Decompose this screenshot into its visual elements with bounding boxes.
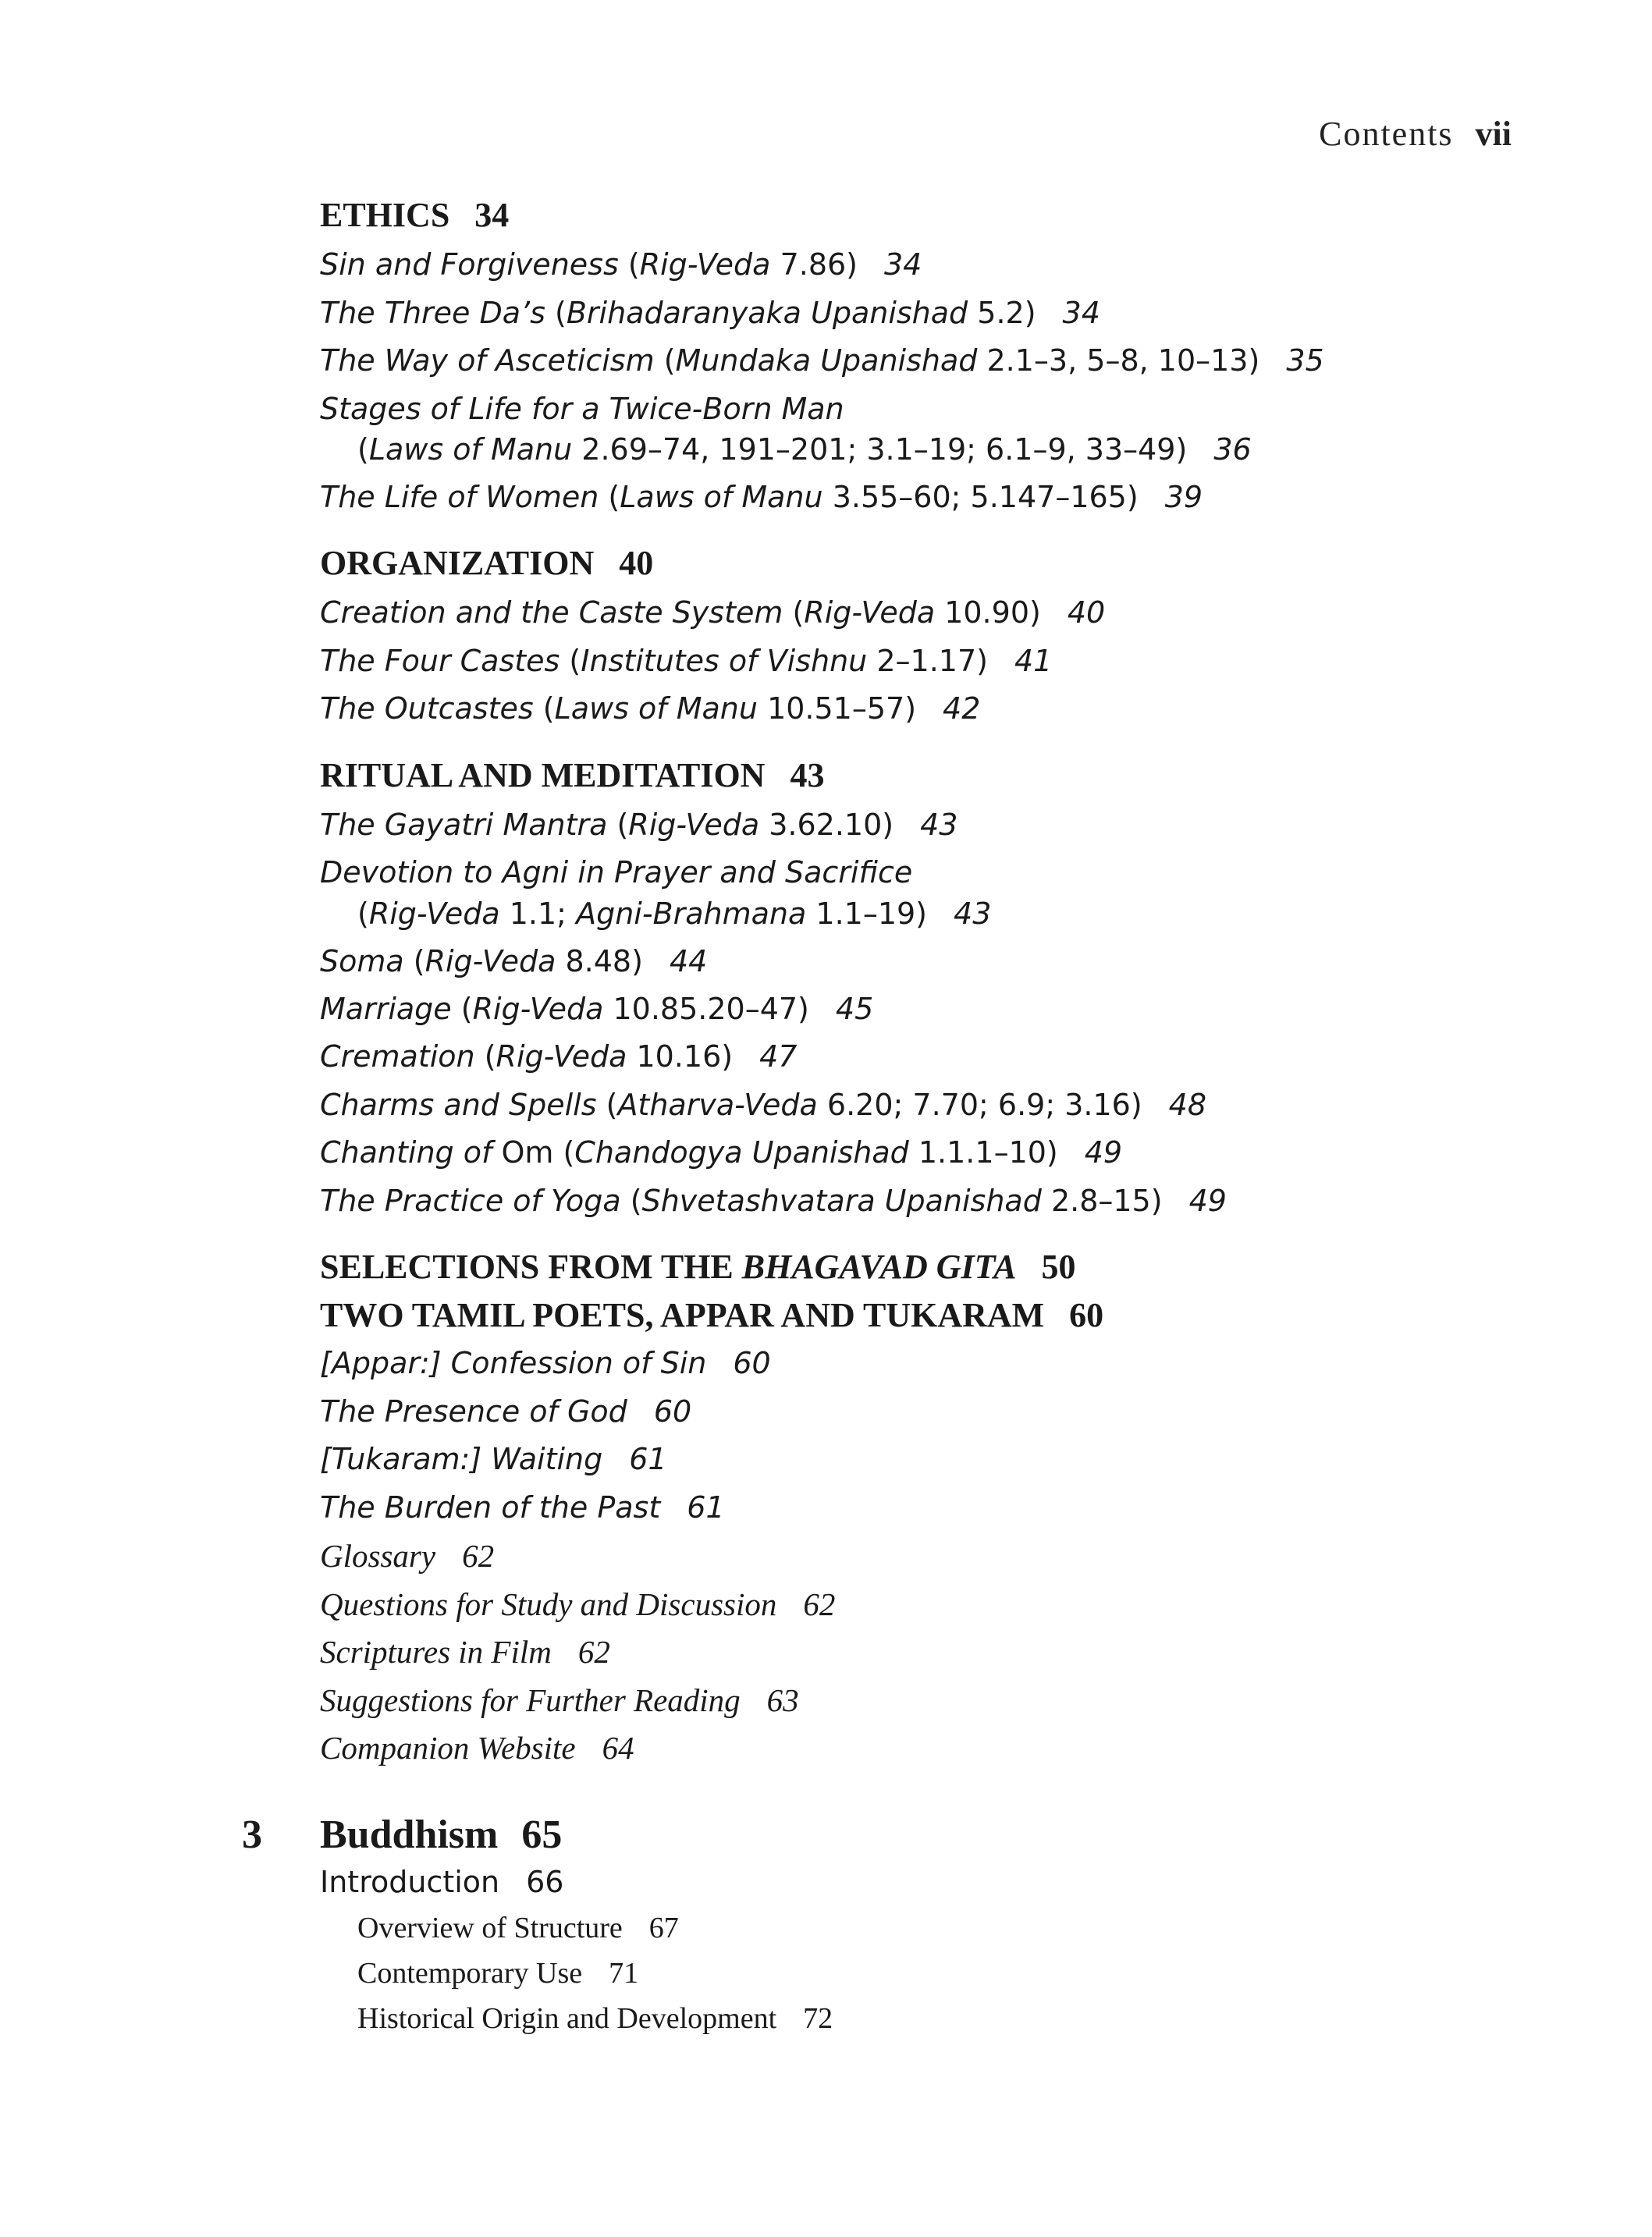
page-number: 49 [1084,1135,1123,1170]
entry-title: [Tukaram:] Waiting [320,1442,603,1476]
entry-title: Creation and the Caste System [320,595,783,630]
entry-title: The Burden of the Past [320,1490,661,1525]
page-number: 50 [1041,1248,1076,1286]
entry-ref: 1.1.1–10) [918,1135,1058,1170]
page-number: 67 [648,1912,679,1944]
page-number: 61 [629,1442,667,1476]
entry-title: Glossary [320,1538,436,1574]
page-number: 48 [1168,1088,1207,1122]
entry-ref: 10.85.20–47) [613,992,809,1026]
entry-ref: 5.2) [977,296,1036,330]
page-number: 41 [1014,644,1053,678]
toc-entry-glossary [320,1540,494,1572]
toc-entry: Chanting of Om (Chandogya Upanishad 1.1.1–10) 49 [320,1135,1123,1170]
section-heading-organization [320,546,653,581]
running-head-page-number: vii [1475,115,1512,153]
toc-entry [320,394,844,424]
page-number: 40 [1067,595,1106,630]
entry-title: The Three Da’s [320,296,545,330]
entry-ref: 2.69–74, 191–201; 3.1–19; 6.1–9, 33–49) [581,432,1188,467]
entry-title: Historical Origin and Development [357,2002,777,2035]
toc-subentry [357,2004,833,2033]
page-number: 60 [653,1394,692,1429]
toc-entry-introduction [320,1867,563,1897]
entry-source: Agni-Brahmana [576,897,807,931]
entry-source: Institutes of Vishnu [581,644,868,678]
toc-entry-continuation: (Rig-Veda 1.1; Agni-Brahmana 1.1–19) 43 [357,897,992,931]
entry-title: Companion Website [320,1730,576,1766]
heading-text: ORGANIZATION [320,544,595,582]
entry-title: Devotion to Agni in Prayer and Sacrifice [320,855,913,889]
toc-entry [320,1444,667,1474]
toc-entry: The Practice of Yoga (Shvetashvatara Upanishad 2.8–15) 49 [320,1184,1227,1218]
page-number: 72 [803,2002,833,2035]
page-number: 71 [609,1957,639,1990]
running-head [1319,114,1512,154]
toc-entry: Sin and Forgiveness (Rig-Veda 7.86) 34 [320,247,922,282]
page-number: 62 [803,1586,836,1622]
entry-ref: 1.1; [509,897,567,931]
entry-source: Laws of Manu [620,480,823,514]
toc-entry [320,1348,771,1378]
entry-source: Shvetashvatara Upanishad [641,1184,1042,1218]
page-number: 61 [687,1490,725,1525]
entry-title: The Way of Asceticism [320,343,655,378]
section-heading-ethics [320,198,509,233]
section-heading-ritual [320,758,824,793]
entry-source: Rig-Veda [496,1039,627,1074]
entry-title: [Appar:] Confession of Sin [320,1346,707,1380]
entry-source: Brihadaranyaka Upanishad [566,296,968,330]
page-number: 60 [733,1346,771,1380]
entry-source: Rig-Veda [368,897,500,931]
entry-title: Scriptures in Film [320,1634,552,1670]
entry-source: Rig-Veda [639,247,771,282]
page-number: 43 [920,808,958,842]
entry-title: Marriage [320,992,452,1026]
running-head-label: Contents [1319,115,1454,153]
toc-entry-reading [320,1682,799,1718]
entry-title: The Four Castes [320,644,560,678]
entry-title: Charms and Spells [320,1088,597,1122]
toc-entry-continuation: (Laws of Manu 2.69–74, 191–201; 3.1–19; 6.1–9, 33–49) 36 [357,432,1252,467]
entry-ref: 3.55–60; 5.147–165) [832,480,1139,514]
page-number: 66 [526,1865,564,1899]
entry-title: The Presence of God [320,1394,627,1429]
entry-ref: 10.51–57) [767,691,917,726]
entry-title: Contemporary Use [357,1957,583,1990]
entry-title-roman: Om [501,1135,554,1170]
toc-entry-questions [320,1586,836,1622]
entry-title: The Life of Women [320,480,599,514]
toc-subentry [357,1913,679,1943]
entry-source: Chandogya Upanishad [574,1135,909,1170]
page-number: 62 [577,1634,610,1670]
toc-entry: The Outcastes (Laws of Manu 10.51–57) 42 [320,691,981,726]
toc-entry: Creation and the Caste System (Rig-Veda 10.90) 40 [320,595,1106,630]
page-number: 45 [835,992,874,1026]
heading-text: RITUAL AND MEDITATION [320,756,766,794]
entry-source: Laws of Manu [554,691,758,726]
page-number: 34 [884,247,922,282]
heading-text: TWO TAMIL POETS, APPAR AND TUKARAM [320,1296,1045,1334]
toc-entry [320,1394,692,1429]
page-number: 62 [462,1538,495,1574]
toc-entry: The Three Da’s (Brihadaranyaka Upanishad 5.2) 34 [320,296,1100,330]
entry-title: Questions for Study and Discussion [320,1586,777,1622]
page-number: 43 [790,756,825,794]
page-number: 63 [766,1682,799,1718]
chapter-title-text: Buddhism [320,1813,499,1857]
entry-source: Rig-Veda [425,944,556,978]
page-number: 44 [669,944,708,978]
toc-entry: The Life of Women (Laws of Manu 3.55–60; 5.147–165) 39 [320,480,1203,514]
entry-title: Soma [320,944,404,978]
section-heading-gita [320,1250,1075,1284]
entry-title: The Outcastes [320,691,534,726]
chapter-number: 3 [242,1813,262,1857]
toc-entry-website [320,1732,634,1764]
entry-title: Stages of Life for a Twice-Born Man [320,392,844,426]
page-number: 39 [1164,480,1203,514]
toc-entry-film [320,1636,610,1668]
toc-entry: The Gayatri Mantra (Rig-Veda 3.62.10) 43 [320,808,958,842]
entry-source: Mundaka Upanishad [675,343,978,378]
entry-ref: 10.90) [944,595,1041,630]
entry-title: Overview of Structure [357,1912,623,1944]
entry-ref: 8.48) [565,944,643,978]
entry-title: The Practice of Yoga [320,1184,621,1218]
page-number: 34 [1062,296,1100,330]
entry-ref: 10.16) [636,1039,734,1074]
page-number: 34 [474,196,510,234]
entry-ref: 3.62.10) [769,808,894,842]
toc-entry [320,855,913,889]
page-number: 60 [1069,1296,1104,1334]
heading-text: ETHICS [320,196,450,234]
entry-ref: 6.20; 7.70; 6.9; 3.16) [826,1088,1142,1122]
page-number: 47 [759,1039,798,1074]
entry-source: Rig-Veda [628,808,760,842]
page-number: 49 [1188,1184,1227,1218]
entry-title: Chanting of [320,1135,492,1170]
entry-source: Atharva-Veda [617,1088,818,1122]
toc-entry [320,1490,725,1525]
entry-source: Laws of Manu [368,432,573,467]
entry-source: Rig-Veda [472,992,604,1026]
page-number: 65 [521,1813,563,1857]
page-number: 35 [1286,343,1324,378]
entry-ref: 7.86) [780,247,858,282]
entry-ref: 2.1–3, 5–8, 10–13) [986,343,1260,378]
entry-title: Cremation [320,1039,475,1074]
page-number: 43 [954,897,992,931]
heading-text: SELECTIONS FROM THE [320,1248,734,1286]
entry-ref: 2.8–15) [1050,1184,1163,1218]
entry-title: The Gayatri Mantra [320,808,608,842]
toc-entry: The Four Castes (Institutes of Vishnu 2–1.17) 41 [320,644,1053,678]
toc-entry: Marriage (Rig-Veda 10.85.20–47) 45 [320,992,874,1026]
heading-italic-title: BHAGAVAD GITA [741,1248,1017,1286]
entry-title: Introduction [320,1865,500,1899]
entry-title: Suggestions for Further Reading [320,1682,741,1718]
entry-ref: 2–1.17) [876,644,988,678]
section-heading-tamil [320,1298,1103,1333]
page-number: 64 [602,1730,634,1766]
page-number: 36 [1213,432,1252,467]
page-number: 42 [943,691,981,726]
entry-ref: 1.1–19) [815,897,928,931]
toc-entry: Cremation (Rig-Veda 10.16) 47 [320,1039,798,1074]
toc-entry: Charms and Spells (Atharva-Veda 6.20; 7.70; 6.9; 3.16) 48 [320,1088,1207,1122]
chapter-title [320,1815,562,1855]
toc-subentry [357,1958,638,1988]
toc-entry: Soma (Rig-Veda 8.48) 44 [320,944,708,978]
entry-title: Sin and Forgiveness [320,247,619,282]
toc-entry: The Way of Asceticism (Mundaka Upanishad 2.1–3, 5–8, 10–13) 35 [320,343,1324,378]
page-number: 40 [619,544,654,582]
entry-source: Rig-Veda [804,595,936,630]
